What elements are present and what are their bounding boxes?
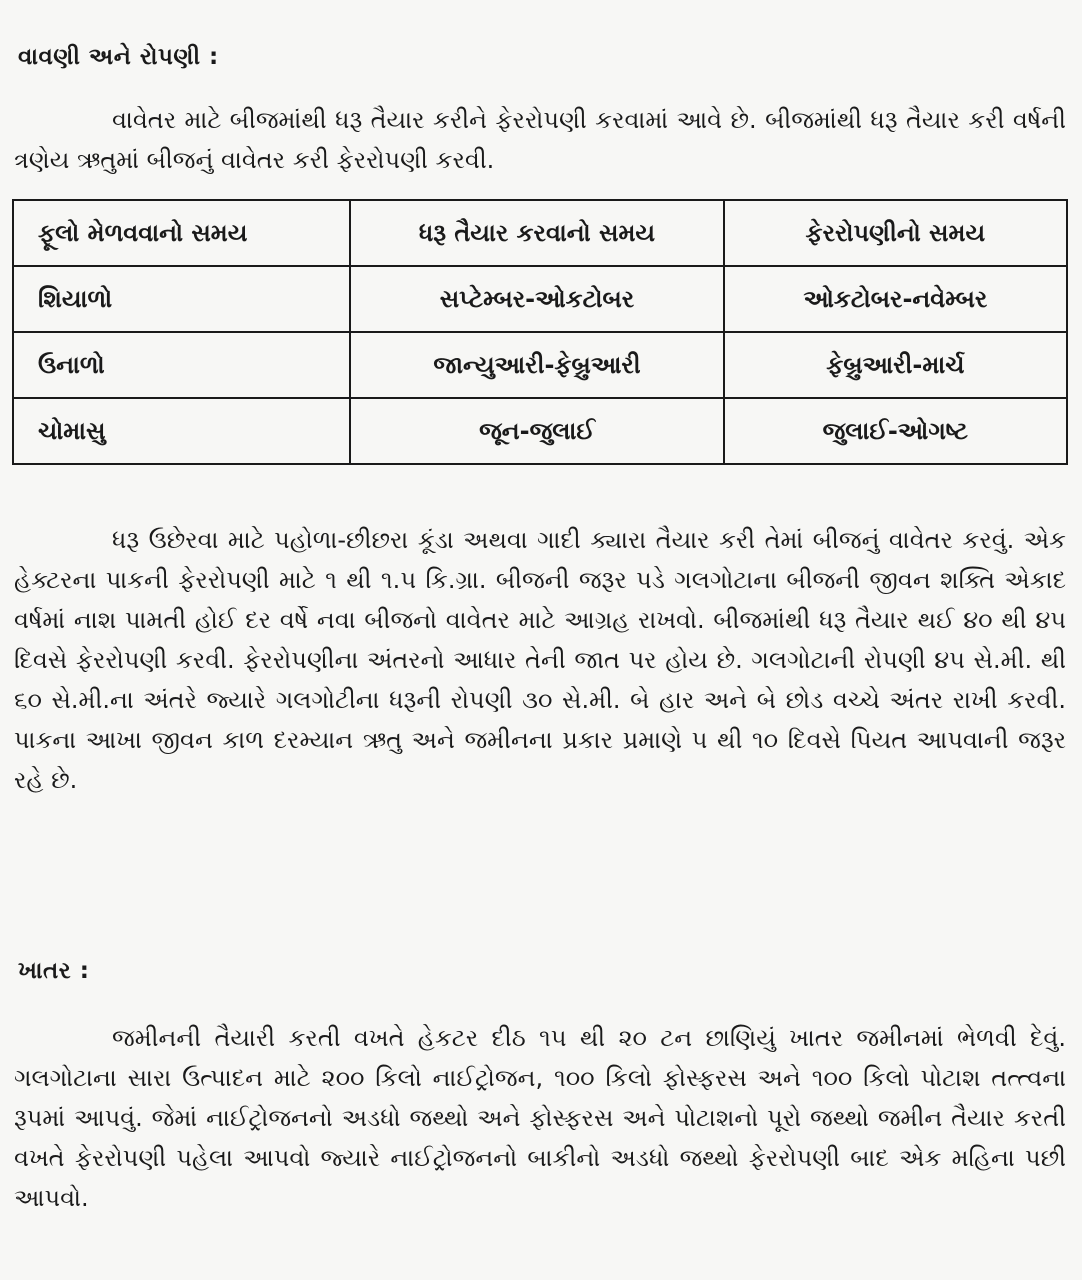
table-cell-nursery-time: સપ્ટેમ્બર-ઓકટોબર — [350, 266, 723, 332]
table-cell-transplant-time: ફેબ્રુઆરી-માર્ચ — [724, 332, 1067, 398]
section-heading-manure: ખાતર : — [18, 958, 90, 984]
nursery-paragraph: ધરૂ ઉછેરવા માટે પહોળા-છીછરા કૂંડા અથવા ગાદી ક્યારા તૈયાર કરી તેમાં બીજનું વાવેતર કરવું. એક હેક્ટરના પાકની ફેરરોપણી માટે ૧ થી ૧.૫ કિ.ગ્રા. બીજની જરૂર પડે ગલગોટાના બીજની જીવન શક્તિ એકાદ વર્ષમાં નાશ પામતી હોઈ દર વર્ષે નવા બીજનો વાવેતર માટે આગ્રહ રાખવો. બીજમાંથી ધરૂ તૈયાર થઈ ૪૦ થી ૪૫ દિવસે ફેરરોપણી કરવી. ફેરરોપણીના અંતરનો આધાર તેની જાત પર હોય છે. ગલગોટાની રોપણી ૪૫ સે.મી. થી ૬૦ સે.મી.ના અંતરે જ્યારે ગલગોટીના ધરૂની રોપણી ૩૦ સે.મી. બે હાર અને બે છોડ વચ્ચે અંતર રાખી કરવી. પાકના આખા જીવન કાળ દરમ્યાન ઋતુ અને જમીનના પ્રકાર પ્રમાણે ૫ થી ૧૦ દિવસે પિયત આપવાની જરૂર રહે છે. — [14, 526, 1066, 794]
table-cell-season: શિયાળો — [13, 266, 350, 332]
table-header-cell: ફૂલો મેળવવાનો સમય — [13, 200, 350, 266]
season-schedule-table — [12, 199, 1068, 465]
manure-paragraph: જમીનની તૈયારી કરતી વખતે હેકટર દીઠ ૧૫ થી ૨૦ ટન છાણિયું ખાતર જમીનમાં ભેળવી દેવું. ગલગોટાના સારા ઉત્પાદન માટે ૨૦૦ કિલો નાઈટ્રોજન, ૧૦૦ કિલો ફોસ્ફરસ અને ૧૦૦ કિલો પોટાશ તત્ત્વના રૂપમાં આપવું. જેમાં નાઈટ્રોજનનો અડધો જથ્થો અને ફોસ્ફરસ અને પોટાશનો પૂરો જથ્થો જમીન તૈયાર કરતી વખતે ફેરરોપણી પહેલા આપવો જ્યારે નાઈટ્રોજનનો બાકીનો અડધો જથ્થો ફેરરોપણી બાદ એક મહિના પછી આપવો. — [14, 1024, 1066, 1212]
table-cell-transplant-time: ઓકટોબર-નવેમ્બર — [724, 266, 1067, 332]
section-heading-sowing: વાવણી અને રોપણી : — [18, 44, 219, 70]
table-header-cell: ફેરરોપણીનો સમય — [724, 200, 1067, 266]
sowing-intro-paragraph: વાવેતર માટે બીજમાંથી ધરૂ તૈયાર કરીને ફેરરોપણી કરવામાં આવે છે. બીજમાંથી ધરૂ તૈયાર કરી વર્ષની ત્રણેય ઋતુમાં બીજનું વાવેતર કરી ફેરરોપણી કરવી. — [14, 106, 1066, 174]
table-cell-nursery-time: જાન્યુઆરી-ફેબ્રુઆરી — [350, 332, 723, 398]
table-cell-nursery-time: જૂન-જુલાઈ — [350, 398, 723, 464]
table-cell-season: ઉનાળો — [13, 332, 350, 398]
table-header-row — [13, 200, 1067, 266]
table-row — [13, 332, 1067, 398]
table-header-cell: ધરૂ તૈયાર કરવાનો સમય — [350, 200, 723, 266]
table-cell-transplant-time: જુલાઈ-ઓગષ્ટ — [724, 398, 1067, 464]
table-cell-season: ચોમાસુ — [13, 398, 350, 464]
table-row — [13, 398, 1067, 464]
table-row — [13, 266, 1067, 332]
